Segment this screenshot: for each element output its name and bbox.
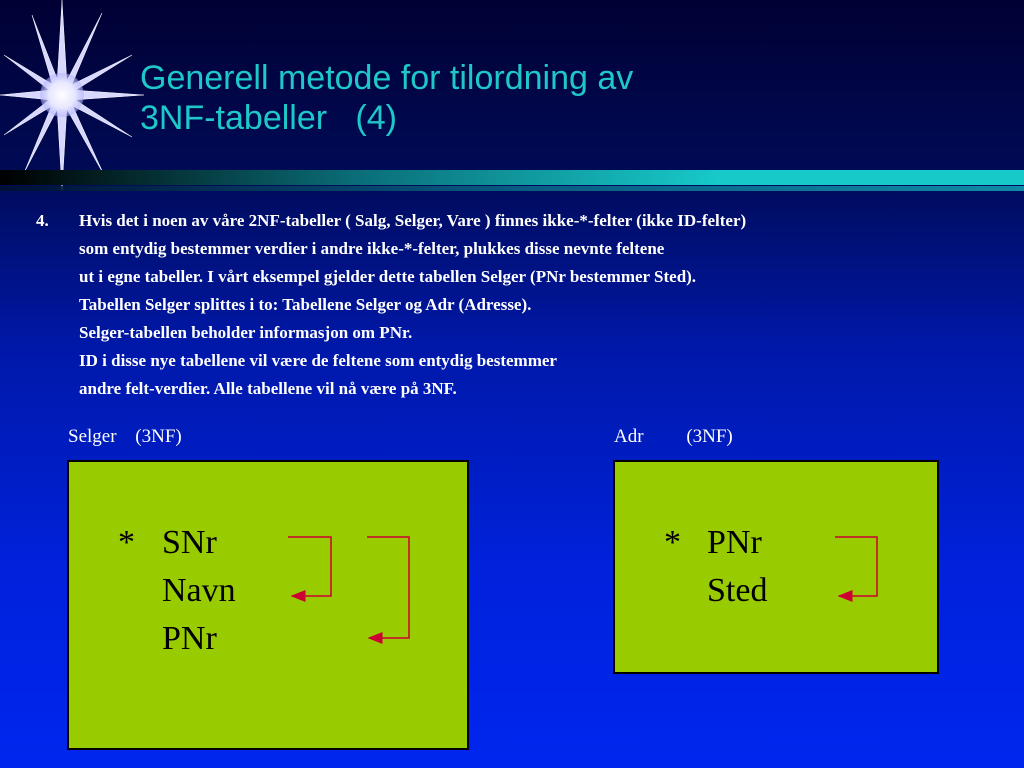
- point-line: andre felt-verdier. Alle tabellene vil nå være på 3NF.: [79, 379, 457, 398]
- selger-table-name: Selger: [68, 426, 117, 447]
- selger-field-pnr: PNr: [162, 620, 217, 657]
- pnr-to-sted-arrow: [835, 537, 877, 596]
- adr-field-sted: Sted: [707, 572, 768, 609]
- title-line-2: 3NF-tabeller (4): [140, 99, 397, 137]
- snr-to-pnr-arrow: [367, 537, 409, 638]
- point-line: ut i egne tabeller. I vårt eksempel gjelder dette tabellen Selger (PNr bestemmer Sted).: [79, 267, 697, 286]
- point-line: ID i disse nye tabellene vil være de feltene som entydig bestemmer: [79, 351, 557, 370]
- selger-field-navn: Navn: [162, 572, 236, 609]
- title-line-1: Generell metode for tilordning av: [140, 59, 634, 97]
- point-number: 4.: [36, 211, 49, 230]
- adr-table-name: Adr: [614, 426, 644, 447]
- selger-key-marker: *: [118, 524, 135, 561]
- selger-normal-form: (3NF): [135, 426, 182, 447]
- adr-key-marker: *: [664, 524, 681, 561]
- point-line: Tabellen Selger splittes i to: Tabellene Selger og Adr (Adresse).: [79, 295, 532, 314]
- adr-field-pnr: PNr: [707, 524, 762, 561]
- selger-field-snr: SNr: [162, 524, 217, 561]
- point-line: Selger-tabellen beholder informasjon om PNr.: [79, 323, 413, 342]
- point-line: Hvis det i noen av våre 2NF-tabeller ( Salg, Selger, Vare ) finnes ikke-*-felter (ikke ID-felter): [79, 211, 747, 230]
- point-line: som entydig bestemmer verdier i andre ikke-*-felter, plukkes disse nevnte feltene: [79, 239, 665, 258]
- snr-to-navn-arrow: [288, 537, 331, 596]
- adr-normal-form: (3NF): [686, 426, 733, 447]
